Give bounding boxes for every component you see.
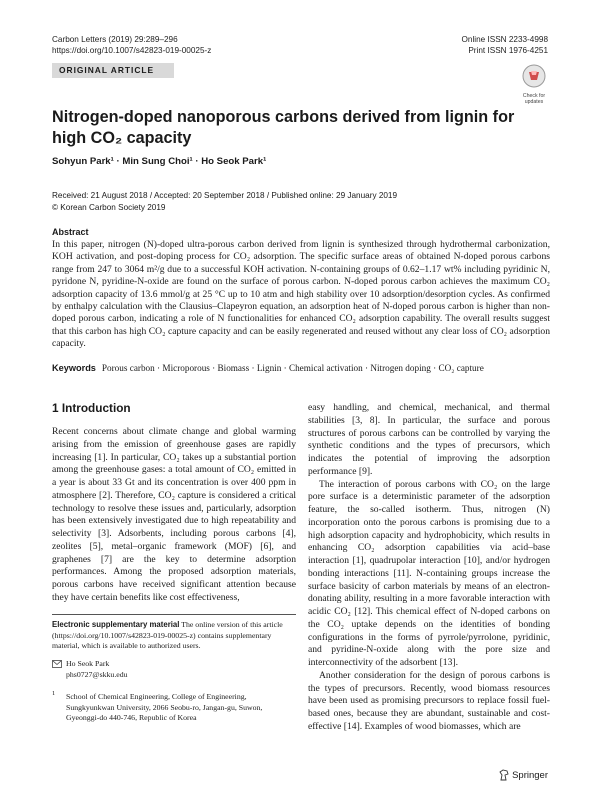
author-list: Sohyun Park¹ · Min Sung Choi¹ · Ho Seok Park¹ xyxy=(52,156,267,167)
contact-email[interactable]: phs0727@skku.edu xyxy=(66,670,128,679)
article-title: Nitrogen-doped nanoporous carbons derived from lignin for high CO₂ capacity xyxy=(52,108,515,147)
abstract-text: In this paper, nitrogen (N)-doped ultra-porous carbon derived from lignin is synthesized through hydrothermal carbonization, KOH activation, and post-doping process for CO₂ adsorption. The specific surface areas of obtained N-doped porous carbons range from 247 to 3064 m²/g due to a successful KOH activation. N-containing groups of 0.62–1.17 wt% including pyridinic N, pyridone N, pyridine-N-oxide are found on the surface of porous carbon. N-doped porous carbon achieves the maximum CO₂ adsorption capacity of 13.6 mmol/g at 25 °C up to 10 atm and high stability over 10 adsorption/desorption cycles. As confirmed by enthalpy calculation with the Clausius–Clapeyron equation, an adsorption heat of N-doped porous carbon is higher than non-doped porous carbon, indicating a role of N functionalities for enhanced CO₂ adsorption capability. The overall results suggest that this carbon has high CO₂ capture capacity and can be easily regenerated and reused without any clear loss of CO₂ adsorption capacity. xyxy=(52,239,550,350)
publication-dates xyxy=(52,190,397,213)
publisher-name: Springer xyxy=(512,769,548,781)
paragraph: easy handling, and chemical, mechanical, and thermal stabilities [3, 8]. In particular, the surface and porous structures of porous carbons can be controlled by varying the synthetic conditions and the types of precursors, which indicates the potential of improving the adsorption performance [9]. xyxy=(308,402,550,477)
contact-name: Ho Seok Park xyxy=(66,659,110,668)
publisher-logo xyxy=(499,769,548,781)
footnote-divider xyxy=(52,614,296,615)
keywords-label: Keywords xyxy=(52,363,96,373)
check-updates-icon xyxy=(522,64,546,88)
keywords-text: Porous carbon · Microporous · Biomass · Lignin · Chemical activation · Nitrogen doping · CO₂ capture xyxy=(101,363,484,373)
esm-text: The online version of this article (https://doi.org/10.1007/s42823-019-00025-z) contains supplementary material, which is available to authorized users. xyxy=(52,620,283,651)
online-issn: Online ISSN 2233-4998 xyxy=(461,35,548,44)
dates-line: Received: 21 August 2018 / Accepted: 20 September 2018 / Published online: 29 January 2019 xyxy=(52,191,398,200)
keywords-line xyxy=(52,363,552,373)
esm-note xyxy=(52,620,296,652)
abstract-heading: Abstract xyxy=(52,227,89,237)
body-column-left xyxy=(52,426,296,605)
section-heading: 1 Introduction xyxy=(52,401,131,415)
article-type-banner: ORIGINAL ARTICLE xyxy=(52,63,174,78)
affiliation-text: School of Chemical Engineering, College of Engineering, Sungkyunkwan University, 2066 Seobu-ro, Jangan-gu, Suwon, Gyeonggi-do 440-746, Republic of Korea xyxy=(66,692,263,723)
check-updates-badge[interactable] xyxy=(516,64,552,105)
print-issn: Print ISSN 1976-4251 xyxy=(468,46,548,55)
journal-citation: Carbon Letters (2019) 29:289–296 xyxy=(52,35,178,44)
paragraph: The interaction of porous carbons with CO₂ on the large pore surface is a deterministic parameter of the adsorption feature, the so-called isotherm. Thus, nitrogen (N) incorporation onto the porous carbons is promising due to a high adsorption capacity and hydrophobicity, which results in enhancing CO₂ adsorption capabilities via acid–base interaction [1], quadrupolar interaction [10], and/or hydrogen bonding interactions [11]. N-containing groups increase the surface basicity of carbon materials by means of an electron-donating ability, resulting in a more favorable interaction with acidic CO₂ [12]. This chemical effect of N-doped carbons on the CO₂ uptake depends on the identities of bonding configurations in the forms of pyrrole/pyrrolone, pyridinic, and pyridine-N-oxide along with the pore size and interconnectivity of the adsorbent [13]. xyxy=(308,478,550,668)
copyright-line: © Korean Carbon Society 2019 xyxy=(52,202,166,212)
body-column-right xyxy=(308,402,550,734)
esm-label: Electronic supplementary material xyxy=(52,620,180,629)
doi-link[interactable]: https://doi.org/10.1007/s42823-019-00025-z xyxy=(52,46,212,55)
paragraph: Another consideration for the design of porous carbons is the types of precursors. Recently, wood biomass resources have been used as promising precursors to replace fossil fuel-based ones, because they are abundant, sustainable and cost-effective [14]. Examples of wood biomasses, which are xyxy=(308,669,550,732)
paragraph: Recent concerns about climate change and global warming arising from the emission of greenhouse gases are rapidly increasing [1]. In particular, CO₂ takes up a substantial portion among the greenhouse gases: a total amount of CO₂ emitted in a year is about 33 Gt and its concentration is over 400 ppm in atmosphere [2]. Therefore, CO₂ capture is considered a critical technology to resolve these issues and, particularly, adsorption has been extensively investigated due to high repeatability and selectivity [3]. Adsorbents, including porous carbons [4], zeolites [5], metal–organic framework (MOF) [6], and graphenes [7] are the key to determine adsorption performances. Among the proposed adsorption materials, porous carbons have received significant attention because they have certain benefits like cost effectiveness, xyxy=(52,426,296,603)
check-updates-label: Check for updates xyxy=(522,93,546,105)
affiliation-number: 1 xyxy=(52,690,56,697)
springer-horse-icon xyxy=(499,769,509,781)
